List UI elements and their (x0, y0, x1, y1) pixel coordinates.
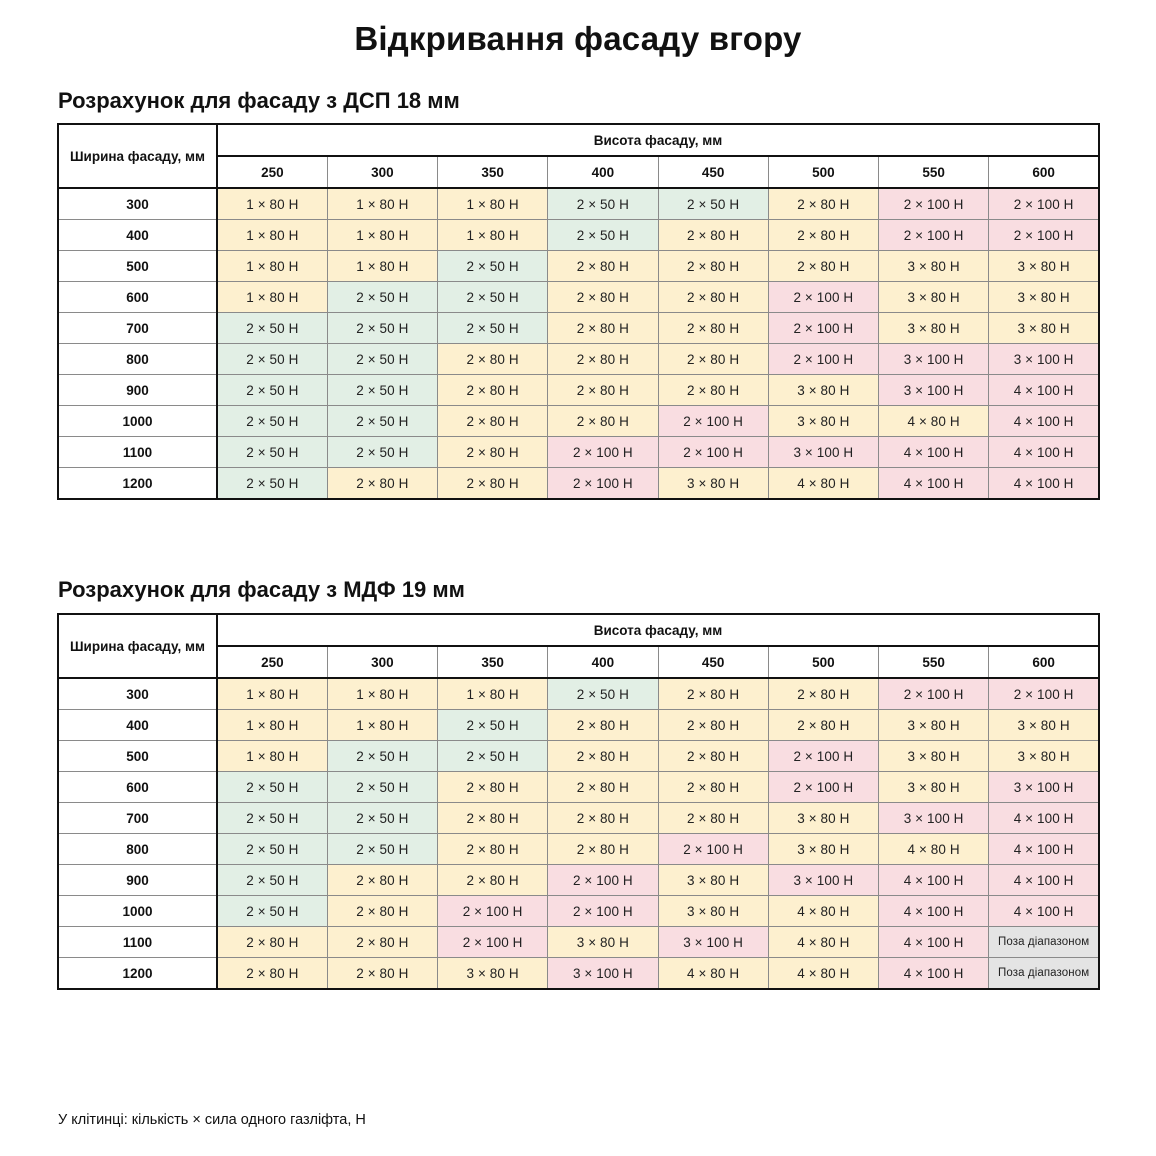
gas-lift-cell: 2 × 80 Н (548, 772, 658, 803)
footnote: У клітинці: кількість × сила одного газліфта, Н (58, 1112, 366, 1128)
gas-lift-cell: 2 × 50 Н (327, 834, 437, 865)
height-header: 550 (879, 156, 989, 188)
height-group-header: Висота фасаду, мм (217, 124, 1099, 156)
gas-lift-cell: 3 × 100 Н (879, 375, 989, 406)
gas-lift-cell: 2 × 50 Н (548, 220, 658, 251)
gas-lift-cell: 2 × 80 Н (548, 344, 658, 375)
gas-lift-cell: 2 × 100 Н (879, 678, 989, 710)
gas-lift-cell: 2 × 80 Н (438, 772, 548, 803)
table-row (58, 437, 1099, 468)
gas-lift-cell: Поза діапазоном (989, 927, 1099, 958)
gas-lift-cell: 2 × 50 Н (217, 313, 327, 344)
gas-lift-cell: 2 × 50 Н (438, 251, 548, 282)
gas-lift-cell: 2 × 80 Н (327, 865, 437, 896)
gas-lift-cell: 4 × 80 Н (658, 958, 768, 990)
gas-lift-cell: 4 × 100 Н (879, 865, 989, 896)
gas-lift-cell: 2 × 100 Н (989, 188, 1099, 220)
gas-lift-cell: 2 × 80 Н (658, 220, 768, 251)
table-row (58, 220, 1099, 251)
width-row-header: 1200 (58, 958, 217, 990)
gas-lift-cell: 3 × 100 Н (989, 344, 1099, 375)
gas-lift-cell: 4 × 100 Н (989, 406, 1099, 437)
height-header: 350 (438, 646, 548, 678)
page-title: Відкривання фасаду вгору (354, 20, 802, 57)
height-header: 250 (217, 646, 327, 678)
gas-lift-cell: 2 × 80 Н (768, 220, 878, 251)
gas-lift-cell: 2 × 80 Н (548, 710, 658, 741)
table-row (58, 344, 1099, 375)
gas-lift-cell: 1 × 80 Н (217, 710, 327, 741)
gas-lift-cell: 1 × 80 Н (217, 188, 327, 220)
gas-lift-cell: 4 × 100 Н (989, 437, 1099, 468)
table-1-title: Розрахунок для фасаду з ДСП 18 мм (58, 88, 460, 113)
gas-lift-cell: 2 × 50 Н (327, 344, 437, 375)
gas-lift-cell: 2 × 50 Н (217, 344, 327, 375)
gas-lift-cell: 2 × 100 Н (438, 896, 548, 927)
gas-lift-cell: 4 × 100 Н (989, 896, 1099, 927)
gas-lift-cell: 2 × 50 Н (217, 468, 327, 500)
gas-lift-cell: 2 × 80 Н (438, 437, 548, 468)
gas-lift-cell: 3 × 80 Н (438, 958, 548, 990)
gas-lift-cell: 4 × 100 Н (989, 803, 1099, 834)
width-row-header: 300 (58, 678, 217, 710)
gas-lift-cell: 3 × 80 Н (989, 710, 1099, 741)
table-row (58, 678, 1099, 710)
gas-lift-cell: 2 × 100 Н (548, 468, 658, 500)
width-row-header: 400 (58, 220, 217, 251)
gas-lift-cell: 2 × 80 Н (548, 834, 658, 865)
gas-lift-cell: 2 × 50 Н (217, 896, 327, 927)
gas-lift-cell: 4 × 100 Н (879, 927, 989, 958)
gas-lift-cell: 2 × 50 Н (327, 772, 437, 803)
gas-lift-cell: 2 × 100 Н (879, 188, 989, 220)
gas-lift-cell: 2 × 80 Н (658, 313, 768, 344)
table-row (58, 313, 1099, 344)
gas-lift-cell: 2 × 80 Н (658, 710, 768, 741)
gas-lift-cell: 3 × 80 Н (879, 710, 989, 741)
gas-lift-cell: 2 × 80 Н (217, 958, 327, 990)
table-row (58, 927, 1099, 958)
gas-lift-cell: 2 × 80 Н (658, 375, 768, 406)
gas-lift-cell: 4 × 80 Н (768, 468, 878, 500)
gas-lift-cell: 1 × 80 Н (327, 220, 437, 251)
gas-lift-cell: 3 × 100 Н (548, 958, 658, 990)
table-row (58, 834, 1099, 865)
gas-lift-cell: 2 × 80 Н (548, 803, 658, 834)
table-row (58, 375, 1099, 406)
gas-lift-cell: 2 × 50 Н (438, 710, 548, 741)
gas-lift-cell: 2 × 100 Н (989, 678, 1099, 710)
width-row-header: 900 (58, 865, 217, 896)
width-row-header: 500 (58, 741, 217, 772)
gas-lift-cell: 3 × 80 Н (989, 313, 1099, 344)
gas-lift-cell: 2 × 80 Н (548, 251, 658, 282)
gas-lift-cell: 2 × 80 Н (438, 468, 548, 500)
gas-lift-cell: 2 × 50 Н (327, 437, 437, 468)
table-row (58, 958, 1099, 990)
table-row (58, 772, 1099, 803)
gas-lift-cell: 2 × 50 Н (217, 772, 327, 803)
gas-lift-cell: 4 × 100 Н (989, 375, 1099, 406)
width-row-header: 1000 (58, 896, 217, 927)
gas-lift-cell: 2 × 50 Н (217, 437, 327, 468)
height-header: 500 (768, 646, 878, 678)
gas-lift-cell: 4 × 80 Н (768, 958, 878, 990)
gas-lift-cell: 4 × 100 Н (879, 437, 989, 468)
gas-lift-cell: 3 × 80 Н (989, 282, 1099, 313)
gas-lift-cell: 1 × 80 Н (438, 220, 548, 251)
gas-lift-cell: 1 × 80 Н (217, 282, 327, 313)
gas-lift-cell: Поза діапазоном (989, 958, 1099, 990)
width-row-header: 500 (58, 251, 217, 282)
gas-lift-cell: 2 × 80 Н (217, 927, 327, 958)
gas-lift-cell: 2 × 50 Н (438, 313, 548, 344)
width-row-header: 1100 (58, 927, 217, 958)
gas-lift-cell: 3 × 80 Н (768, 803, 878, 834)
width-row-header: 1000 (58, 406, 217, 437)
gas-lift-cell: 2 × 100 Н (658, 834, 768, 865)
gas-lift-cell: 2 × 80 Н (768, 188, 878, 220)
gas-lift-cell: 2 × 100 Н (768, 772, 878, 803)
gas-lift-cell: 2 × 100 Н (658, 437, 768, 468)
gas-lift-cell: 4 × 100 Н (879, 468, 989, 500)
gas-lift-cell: 4 × 80 Н (879, 834, 989, 865)
gas-lift-cell: 2 × 50 Н (438, 282, 548, 313)
gas-lift-cell: 3 × 80 Н (658, 468, 768, 500)
table-row (58, 282, 1099, 313)
width-row-header: 600 (58, 772, 217, 803)
gas-lift-cell: 4 × 80 Н (768, 927, 878, 958)
gas-lift-cell: 2 × 50 Н (217, 834, 327, 865)
gas-lift-cell: 2 × 80 Н (438, 803, 548, 834)
gas-lift-cell: 3 × 80 Н (548, 927, 658, 958)
gas-lift-cell: 2 × 80 Н (658, 282, 768, 313)
gas-lift-cell: 3 × 80 Н (989, 251, 1099, 282)
height-header: 300 (327, 646, 437, 678)
width-row-header: 400 (58, 710, 217, 741)
gas-lift-cell: 2 × 80 Н (327, 896, 437, 927)
gas-lift-cell: 3 × 80 Н (989, 741, 1099, 772)
gas-lift-cell: 1 × 80 Н (217, 220, 327, 251)
gas-lift-cell: 3 × 80 Н (879, 282, 989, 313)
height-header: 350 (438, 156, 548, 188)
gas-lift-cell: 2 × 100 Н (768, 741, 878, 772)
width-row-header: 600 (58, 282, 217, 313)
gas-lift-cell: 1 × 80 Н (217, 251, 327, 282)
gas-lift-cell: 2 × 50 Н (548, 678, 658, 710)
gas-lift-cell: 3 × 80 Н (658, 865, 768, 896)
gas-lift-cell: 2 × 50 Н (217, 406, 327, 437)
gas-lift-cell: 2 × 80 Н (438, 375, 548, 406)
gas-lift-cell: 2 × 80 Н (658, 772, 768, 803)
gas-lift-cell: 2 × 50 Н (327, 803, 437, 834)
gas-lift-cell: 2 × 80 Н (438, 865, 548, 896)
gas-lift-cell: 2 × 50 Н (327, 375, 437, 406)
height-header: 400 (548, 156, 658, 188)
gas-lift-cell: 4 × 80 Н (768, 896, 878, 927)
gas-lift-cell: 2 × 100 Н (548, 896, 658, 927)
table-row (58, 741, 1099, 772)
gas-lift-cell: 4 × 100 Н (989, 865, 1099, 896)
height-header: 450 (658, 156, 768, 188)
gas-lift-cell: 1 × 80 Н (327, 678, 437, 710)
gas-lift-cell: 3 × 80 Н (879, 313, 989, 344)
gas-lift-cell: 3 × 100 Н (879, 803, 989, 834)
width-row-header: 700 (58, 803, 217, 834)
gas-lift-cell: 2 × 50 Н (327, 741, 437, 772)
gas-lift-cell: 2 × 80 Н (327, 958, 437, 990)
gas-lift-cell: 3 × 100 Н (658, 927, 768, 958)
gas-lift-cell: 2 × 80 Н (438, 834, 548, 865)
gas-lift-cell: 1 × 80 Н (438, 678, 548, 710)
table-row (58, 468, 1099, 500)
height-header: 550 (879, 646, 989, 678)
gas-lift-cell: 4 × 100 Н (879, 958, 989, 990)
table-row (58, 188, 1099, 220)
width-row-header: 1100 (58, 437, 217, 468)
gas-lift-cell: 1 × 80 Н (217, 741, 327, 772)
gas-lift-cell: 1 × 80 Н (438, 188, 548, 220)
gas-lift-cell: 2 × 80 Н (658, 344, 768, 375)
width-row-header: 800 (58, 834, 217, 865)
gas-lift-cell: 2 × 80 Н (768, 710, 878, 741)
gas-lift-cell: 2 × 100 Н (879, 220, 989, 251)
gas-lift-cell: 3 × 80 Н (768, 406, 878, 437)
gas-lift-cell: 2 × 80 Н (658, 803, 768, 834)
gas-lift-cell: 2 × 80 Н (438, 406, 548, 437)
table-row (58, 710, 1099, 741)
table-row (58, 865, 1099, 896)
gas-lift-cell: 2 × 50 Н (217, 375, 327, 406)
width-row-header: 300 (58, 188, 217, 220)
gas-lift-cell: 3 × 100 Н (768, 437, 878, 468)
gas-lift-cell: 2 × 80 Н (548, 406, 658, 437)
gas-lift-cell: 2 × 100 Н (768, 313, 878, 344)
table-row (58, 896, 1099, 927)
gas-lift-cell: 2 × 50 Н (548, 188, 658, 220)
gas-lift-cell: 4 × 80 Н (879, 406, 989, 437)
gas-lift-cell: 3 × 80 Н (658, 896, 768, 927)
gas-lift-cell: 3 × 100 Н (989, 772, 1099, 803)
gas-lift-cell: 2 × 50 Н (327, 406, 437, 437)
gas-lift-cell: 2 × 80 Н (658, 678, 768, 710)
gas-lift-cell: 2 × 100 Н (548, 865, 658, 896)
width-column-header: Ширина фасаду, мм (58, 614, 217, 678)
gas-lift-cell: 2 × 100 Н (768, 282, 878, 313)
width-row-header: 800 (58, 344, 217, 375)
width-row-header: 1200 (58, 468, 217, 500)
gas-lift-cell: 2 × 80 Н (768, 251, 878, 282)
height-header: 300 (327, 156, 437, 188)
gas-lift-cell: 3 × 80 Н (768, 375, 878, 406)
table-mdf (57, 613, 1100, 990)
table-dsp (57, 123, 1100, 500)
gas-lift-cell: 2 × 50 Н (438, 741, 548, 772)
gas-lift-cell: 3 × 100 Н (768, 865, 878, 896)
gas-lift-cell: 3 × 80 Н (879, 741, 989, 772)
gas-lift-cell: 2 × 80 Н (548, 313, 658, 344)
gas-lift-cell: 3 × 80 Н (879, 772, 989, 803)
width-row-header: 700 (58, 313, 217, 344)
height-header: 500 (768, 156, 878, 188)
gas-lift-cell: 2 × 50 Н (327, 282, 437, 313)
height-header: 600 (989, 646, 1099, 678)
gas-lift-cell: 2 × 50 Н (217, 865, 327, 896)
gas-lift-cell: 2 × 100 Н (768, 344, 878, 375)
height-header: 400 (548, 646, 658, 678)
height-header: 250 (217, 156, 327, 188)
gas-lift-cell: 3 × 80 Н (879, 251, 989, 282)
gas-lift-cell: 2 × 100 Н (438, 927, 548, 958)
gas-lift-cell: 4 × 100 Н (989, 468, 1099, 500)
table-2-title: Розрахунок для фасаду з МДФ 19 мм (58, 577, 465, 602)
table-row (58, 251, 1099, 282)
gas-lift-cell: 2 × 50 Н (327, 313, 437, 344)
gas-lift-cell: 2 × 80 Н (327, 927, 437, 958)
gas-lift-cell: 2 × 80 Н (548, 375, 658, 406)
gas-lift-cell: 4 × 100 Н (879, 896, 989, 927)
gas-lift-cell: 2 × 80 Н (548, 741, 658, 772)
gas-lift-cell: 2 × 50 Н (658, 188, 768, 220)
gas-lift-cell: 2 × 100 Н (548, 437, 658, 468)
gas-lift-cell: 2 × 100 Н (658, 406, 768, 437)
gas-lift-cell: 1 × 80 Н (327, 251, 437, 282)
height-group-header: Висота фасаду, мм (217, 614, 1099, 646)
gas-lift-cell: 1 × 80 Н (327, 710, 437, 741)
height-header: 450 (658, 646, 768, 678)
table-row (58, 803, 1099, 834)
gas-lift-cell: 2 × 80 Н (438, 344, 548, 375)
table-row (58, 406, 1099, 437)
width-column-header: Ширина фасаду, мм (58, 124, 217, 188)
gas-lift-cell: 3 × 80 Н (768, 834, 878, 865)
height-header: 600 (989, 156, 1099, 188)
gas-lift-cell: 2 × 80 Н (658, 741, 768, 772)
gas-lift-cell: 4 × 100 Н (989, 834, 1099, 865)
gas-lift-cell: 2 × 80 Н (658, 251, 768, 282)
gas-lift-cell: 2 × 80 Н (548, 282, 658, 313)
gas-lift-cell: 3 × 100 Н (879, 344, 989, 375)
gas-lift-cell: 2 × 80 Н (768, 678, 878, 710)
gas-lift-cell: 2 × 100 Н (989, 220, 1099, 251)
gas-lift-cell: 2 × 80 Н (327, 468, 437, 500)
gas-lift-cell: 2 × 50 Н (217, 803, 327, 834)
gas-lift-cell: 1 × 80 Н (217, 678, 327, 710)
gas-lift-cell: 1 × 80 Н (327, 188, 437, 220)
width-row-header: 900 (58, 375, 217, 406)
